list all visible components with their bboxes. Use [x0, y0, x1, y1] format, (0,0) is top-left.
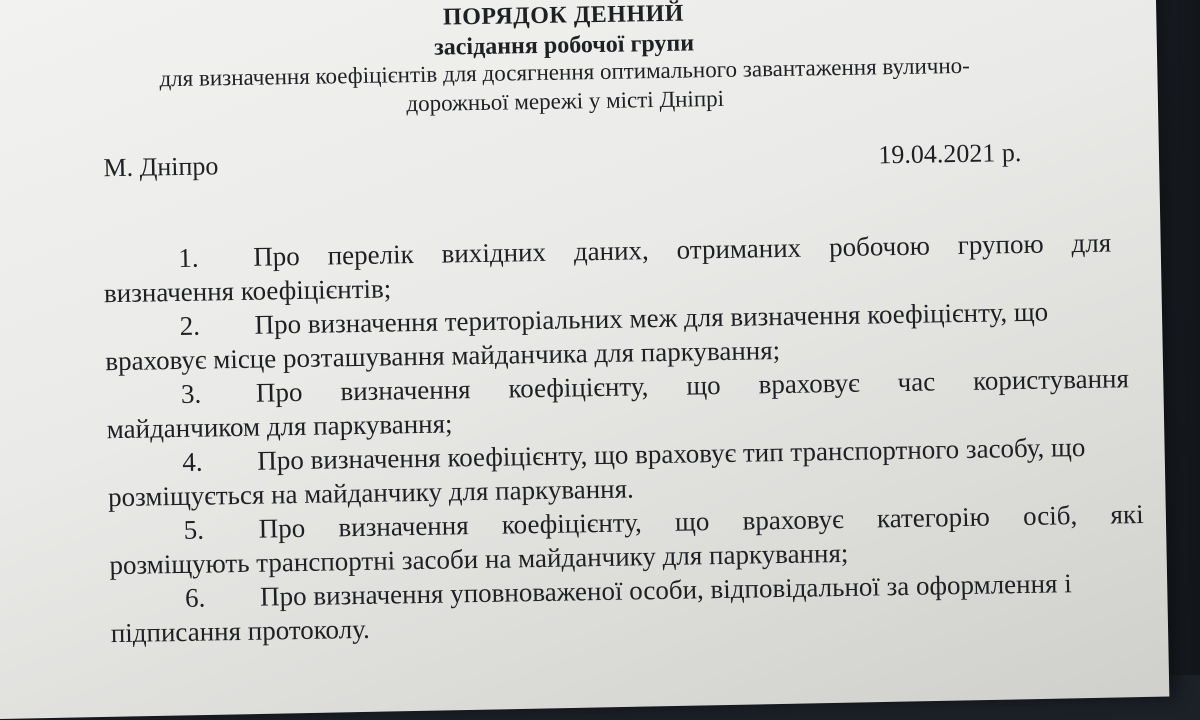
- word: осіб,: [1022, 500, 1078, 532]
- word: отриманих: [676, 232, 802, 265]
- word: даних,: [573, 235, 650, 267]
- word: користування: [972, 363, 1130, 396]
- word: що: [685, 370, 721, 401]
- word: визначення: [340, 374, 471, 407]
- item-line-1: Про визначення уповноваженої особи, відповідальної за оформлення і: [259, 568, 1072, 612]
- item-line-2: визначення коефіцієнтів;: [103, 273, 392, 309]
- word: коефіцієнту,: [501, 507, 643, 540]
- item-number: 6.: [184, 582, 206, 613]
- word: перелік: [327, 239, 414, 271]
- word: враховує: [758, 367, 860, 400]
- word: робочою: [828, 230, 931, 263]
- item-number: 4.: [182, 446, 203, 477]
- word: коефіцієнту,: [508, 371, 649, 404]
- word: які: [1110, 499, 1144, 530]
- word: Про: [252, 240, 301, 272]
- place: М. Дніпро: [103, 151, 219, 183]
- item-line-1: Про визначення територіальних меж для визначення коефіцієнту, що: [254, 296, 1049, 340]
- item-line-2: розміщується на майданчику для паркування.: [107, 473, 635, 513]
- item-line-2: враховує місце розташування майданчика для паркування;: [105, 335, 781, 377]
- word: вихідних: [441, 236, 547, 269]
- item-line-2: підписання протоколу.: [110, 613, 370, 649]
- item-number: 1.: [177, 242, 199, 273]
- item-line-1: [253, 228, 1112, 273]
- item-line-2: розміщують транспортні засоби на майданчику для паркування;: [109, 537, 849, 581]
- word: час: [897, 366, 936, 398]
- document-subtitle: засідання робочої групи: [433, 30, 695, 61]
- item-line-2: майданчиком для паркування;: [106, 408, 453, 445]
- item-line-1: Про визначення коефіцієнту, що враховує тип транспортного засобу, що: [257, 431, 1086, 476]
- word: групою: [957, 228, 1044, 261]
- word: Про: [258, 512, 306, 544]
- document-title: ПОРЯДОК ДЕННИЙ: [442, 0, 685, 31]
- item-number: 3.: [180, 378, 202, 409]
- date: 19.04.2021 р.: [878, 137, 1022, 170]
- item-number: 5.: [183, 514, 205, 545]
- word: враховує: [742, 503, 844, 536]
- word: категорію: [876, 501, 991, 534]
- word: що: [674, 506, 710, 537]
- purpose-line-1: для визначення коефіцієнтів для досягнення оптимального завантаження вулично-: [159, 52, 971, 92]
- word: для: [1071, 227, 1112, 259]
- item-number: 2.: [179, 310, 201, 341]
- word: визначення: [338, 510, 469, 543]
- purpose-line-2: дорожньої мережі у місті Дніпрі: [406, 85, 725, 117]
- word: Про: [255, 376, 303, 408]
